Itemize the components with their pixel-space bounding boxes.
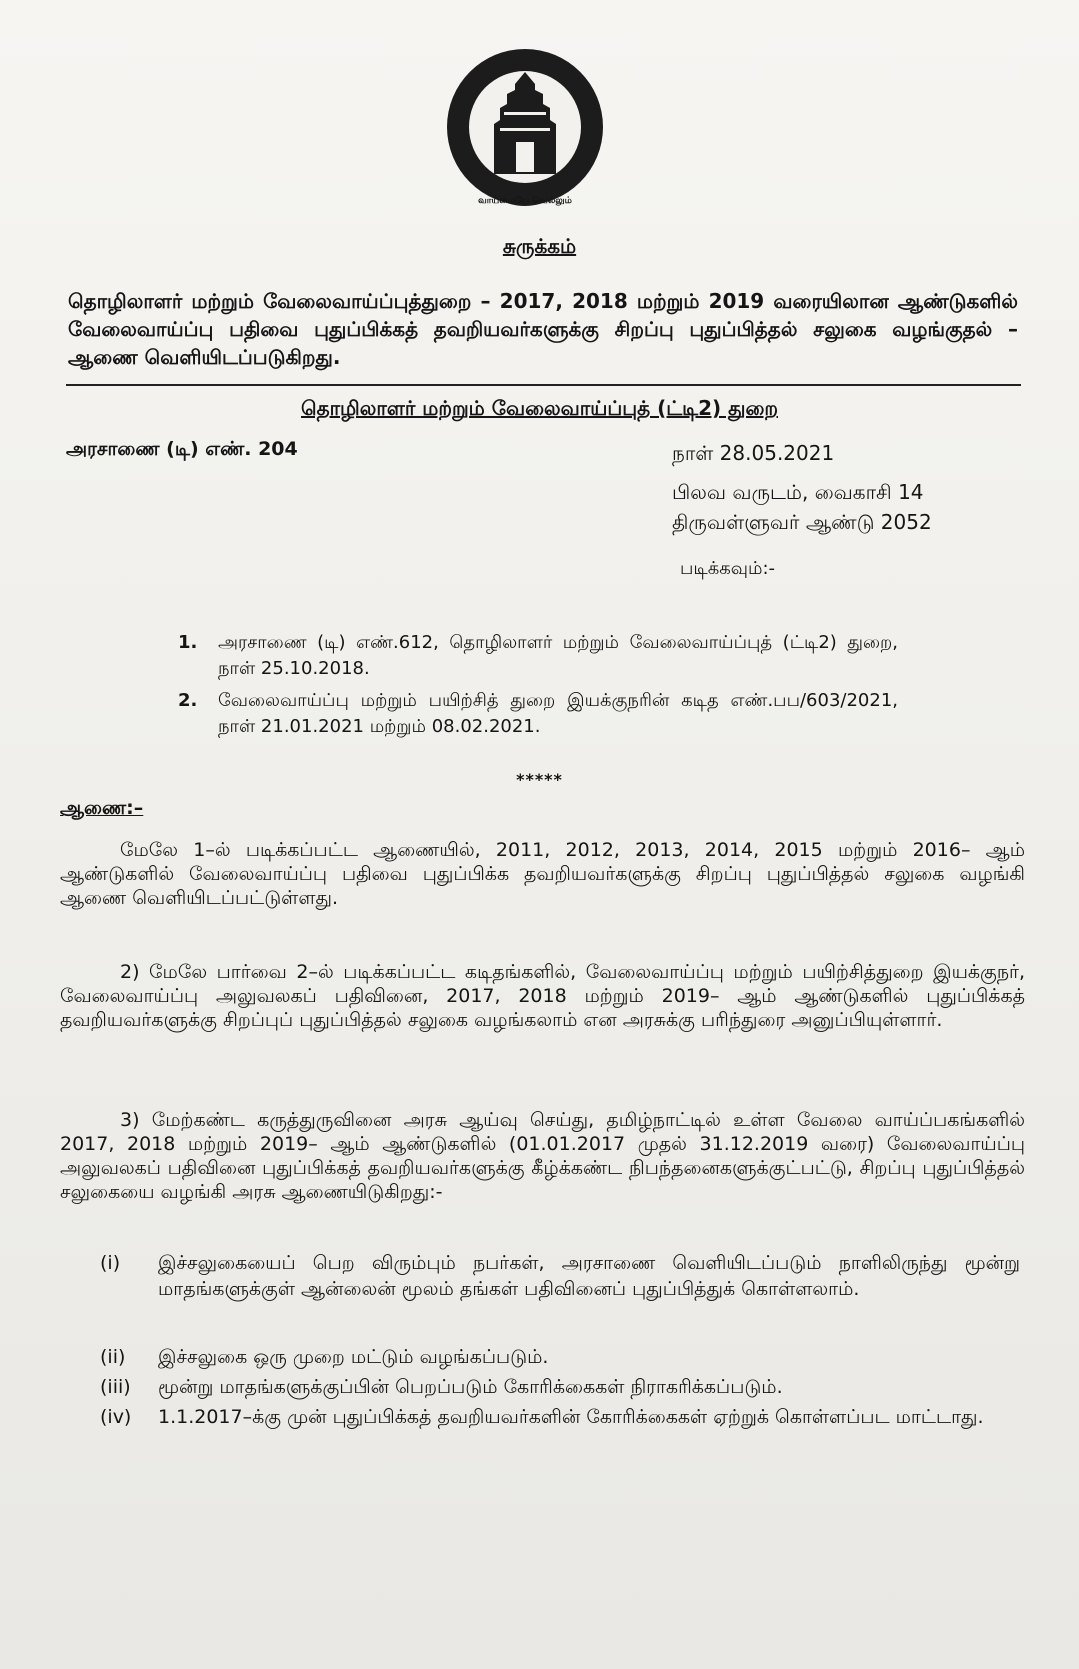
condition-item: [100, 1250, 1020, 1302]
condition-item: [100, 1374, 1020, 1400]
condition-number: (iv): [100, 1406, 132, 1428]
paragraph-text: 2) மேலே பார்வை 2–ல் படிக்கப்பட்ட கடிதங்களில், வேலைவாய்ப்பு மற்றும் பயிற்சித்துறை இயக்குநர், வேலைவாய்ப்பு அலுவலகப் பதிவினை, 2017, 2018 மற்றும் 2019– ஆம் ஆண்டுகளில் புதுப்பிக்கத் தவறியவர்களுக்கு சிறப்புப் புதுப்பித்தல் சலுகை வழங்கலாம் என அரசுக்கு பரிந்துரை அனுப்பியுள்ளார்.: [60, 961, 1025, 1031]
department-heading: தொழிலாளர் மற்றும் வேலைவாய்ப்புத் (ட்டி2) துறை: [301, 396, 778, 420]
thiruvalluvar-year: திருவள்ளுவர் ஆண்டு 2052: [672, 510, 932, 534]
condition-text: இச்சலுகையைப் பெற விரும்பும் நபர்கள், அரசாணை வெளியிடப்படும் நாளிலிருந்து மூன்று மாதங்களுக்குள் ஆன்லைன் மூலம் தங்கள் பதிவினைப் புதுப்பித்துக் கொள்ளலாம்.: [158, 1252, 1020, 1300]
emblem-motto: வாய்மையே வெல்லும்: [478, 196, 572, 206]
condition-text: 1.1.2017–க்கு முன் புதுப்பிக்கத் தவறியவர்களின் கோரிக்கைகள் ஏற்றுக் கொள்ளப்பட மாட்டாது.: [158, 1406, 984, 1428]
paragraph-text: மேலே 1–ல் படிக்கப்பட்ட ஆணையில், 2011, 2012, 2013, 2014, 2015 மற்றும் 2016– ஆம் ஆண்டுகளில் வேலைவாய்ப்பு பதிவை புதுப்பிக்க தவறியவர்களுக்கு சிறப்பு புதுப்பித்தல் சலுகை வழங்கி ஆணை வெளியிடப்பட்டுள்ளது.: [60, 839, 1025, 909]
order-date: நாள் 28.05.2021: [672, 441, 835, 465]
reference-text: அரசாணை (டி) எண்.612, தொழிலாளர் மற்றும் வேலைவாய்ப்புத் (ட்டி2) துறை, நாள் 25.10.2018.: [218, 632, 898, 679]
condition-text: மூன்று மாதங்களுக்குப்பின் பெறப்படும் கோரிக்கைகள் நிராகரிக்கப்படும்.: [158, 1376, 783, 1398]
tamil-nadu-emblem-icon: [440, 42, 610, 217]
condition-number: (i): [100, 1252, 121, 1274]
reference-item: [178, 688, 898, 740]
tamil-year: பிலவ வருடம், வைகாசி 14: [672, 480, 924, 504]
condition-item: [100, 1344, 1020, 1370]
order-heading: ஆணை:–: [60, 797, 144, 819]
condition-text: இச்சலுகை ஒரு முறை மட்டும் வழங்கப்படும்.: [158, 1346, 549, 1368]
reference-text: வேலைவாய்ப்பு மற்றும் பயிற்சித் துறை இயக்குநரின் கடித எண்.பப/603/2021, நாள் 21.01.2021 மற்றும் 08.02.2021.: [218, 690, 898, 737]
condition-number: (iii): [100, 1376, 131, 1398]
reference-number: 2.: [178, 690, 198, 711]
reference-item: [178, 630, 898, 682]
paragraph-3: [60, 1108, 1025, 1204]
paragraph-text: 3) மேற்கண்ட கருத்துருவினை அரசு ஆய்வு செய்து, தமிழ்நாட்டில் உள்ள வேலை வாய்ப்பகங்களில் 2017, 2018 மற்றும் 2019– ஆம் ஆண்டுகளில் (01.01.2017 முதல் 31.12.2019 வரை) வேலைவாய்ப்பு அலுவலகப் பதிவினை புதுப்பிக்கத் தவறியவர்களுக்கு கீழ்க்கண்ட நிபந்தனைகளுக்குட்பட்டு, சிறப்பு புதுப்பித்தல் சலுகையை வழங்கி அரசு ஆணையிடுகிறது:-: [60, 1109, 1025, 1203]
reference-number: 1.: [178, 632, 198, 653]
condition-number: (ii): [100, 1346, 126, 1368]
paragraph-1: [60, 838, 1025, 910]
paragraph-2: [60, 960, 1025, 1032]
read-label: படிக்கவும்:-: [680, 558, 776, 579]
separator: *****: [516, 770, 563, 789]
summary-heading: சுருக்கம்: [502, 234, 577, 258]
condition-item: [100, 1404, 1020, 1430]
divider: [66, 384, 1021, 386]
order-number: அரசாணை (டி) எண். 204: [66, 438, 298, 460]
subject-text: தொழிலாளர் மற்றும் வேலைவாய்ப்புத்துறை – 2017, 2018 மற்றும் 2019 வரையிலான ஆண்டுகளில் வேலைவாய்ப்பு பதிவை புதுப்பிக்கத் தவறியவர்களுக்கு சிறப்பு புதுப்பித்தல் சலுகை வழங்குதல் – ஆணை வெளியிடப்படுகிறது.: [68, 289, 1018, 369]
